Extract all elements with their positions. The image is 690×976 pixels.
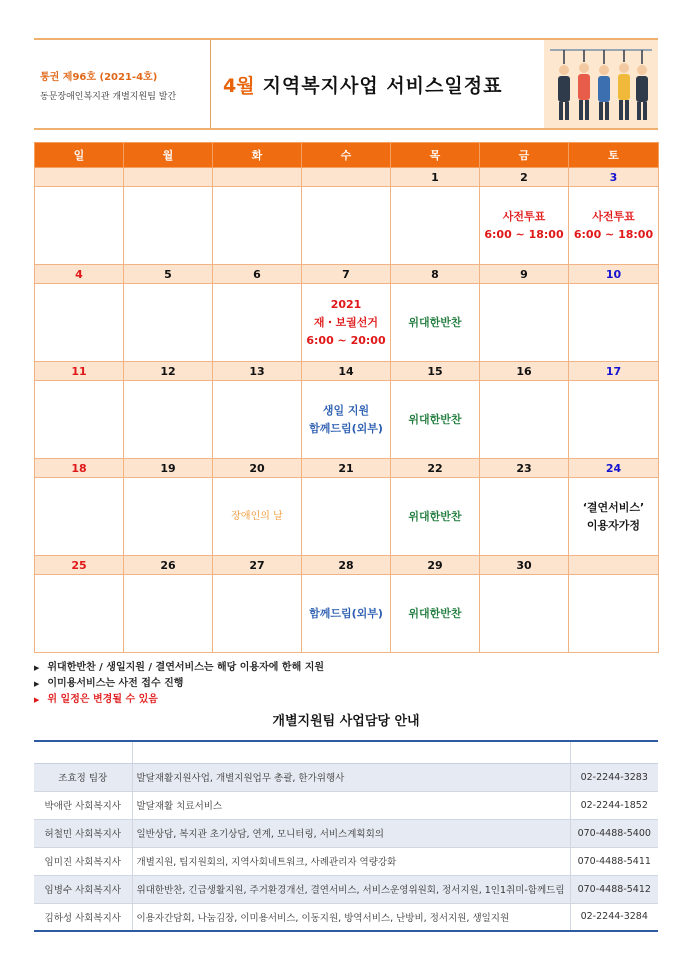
staff-name: 허철민 사회복지사 <box>34 819 132 847</box>
issue-block <box>34 40 211 128</box>
date-number: 4 <box>35 265 124 284</box>
day-cell <box>569 284 659 362</box>
events-row <box>35 575 659 653</box>
event-text: 함께드림(외부) <box>309 606 383 620</box>
note-text: 이미용서비스는 사전 접수 진행 <box>47 678 184 689</box>
date-number: 23 <box>480 459 569 478</box>
date-row <box>35 362 659 381</box>
date-number: 11 <box>35 362 124 381</box>
day-cell <box>35 284 124 362</box>
day-cell <box>569 187 659 265</box>
day-cell <box>391 381 480 459</box>
page-title <box>211 40 544 128</box>
staff-duties: 개별지원, 팀지원회의, 지역사회네트워크, 사례관리자 역량강화 <box>132 847 570 875</box>
staff-table <box>34 740 658 932</box>
day-cell <box>391 478 480 556</box>
date-number: 2 <box>480 168 569 187</box>
event-text: 6:00 ~ 18:00 <box>484 227 564 241</box>
date-number: 5 <box>124 265 213 284</box>
staff-name: 임미진 사회복지사 <box>34 847 132 875</box>
event-text: 위대한반찬 <box>408 315 462 329</box>
event-text: 재・보궐선거 <box>313 315 379 329</box>
date-number: 3 <box>569 168 659 187</box>
date-number: 12 <box>124 362 213 381</box>
day-cell <box>480 284 569 362</box>
date-number: 7 <box>302 265 391 284</box>
staff-row <box>34 847 658 875</box>
title-month: 4월 <box>223 74 255 97</box>
weekday-fri: 금 <box>480 143 569 168</box>
events-row <box>35 187 659 265</box>
note-text: 위대한반찬 / 생일지원 / 결연서비스는 해당 이용자에 한해 지원 <box>47 662 325 673</box>
day-cell <box>124 478 213 556</box>
date-number <box>35 168 124 187</box>
note-text: 위 일정은 변경될 수 있음 <box>47 694 158 705</box>
weekday-wed: 수 <box>302 143 391 168</box>
day-cell <box>569 575 659 653</box>
page-header <box>34 38 658 130</box>
date-number: 30 <box>480 556 569 575</box>
day-cell <box>213 187 302 265</box>
date-number: 29 <box>391 556 480 575</box>
event-text: 6:00 ~ 20:00 <box>306 333 386 347</box>
issue-number: 통권 제96호 (2021-4호) <box>40 72 158 83</box>
date-number: 24 <box>569 459 659 478</box>
staff-phone: 070-4488-5400 <box>570 819 658 847</box>
date-number <box>569 556 659 575</box>
day-cell <box>302 478 391 556</box>
event-text: 이용자가정 <box>586 518 641 532</box>
event-text: 위대한반찬 <box>408 412 462 426</box>
date-number: 22 <box>391 459 480 478</box>
staff-name: 김하성 사회복지사 <box>34 903 132 931</box>
staff-phone: 02-2244-1852 <box>570 791 658 819</box>
day-cell <box>124 575 213 653</box>
date-number: 8 <box>391 265 480 284</box>
date-row <box>35 168 659 187</box>
event-text: 장애인의 날 <box>231 510 283 522</box>
date-number: 18 <box>35 459 124 478</box>
day-cell <box>35 381 124 459</box>
staff-row <box>34 875 658 903</box>
day-cell <box>480 381 569 459</box>
date-number: 14 <box>302 362 391 381</box>
day-cell <box>35 575 124 653</box>
staff-name: 박애란 사회복지사 <box>34 791 132 819</box>
triangle-bullet-icon: ▶ <box>34 680 40 688</box>
event-text: 위대한반찬 <box>408 606 462 620</box>
staff-name: 조효정 팀장 <box>34 763 132 791</box>
weekday-sat: 토 <box>569 143 659 168</box>
events-row <box>35 478 659 556</box>
staff-name: 임병수 사회복지사 <box>34 875 132 903</box>
day-cell <box>124 187 213 265</box>
event-text: 함께드림(외부) <box>309 421 383 435</box>
staff-duties: 발달재활 치료서비스 <box>132 791 570 819</box>
day-cell <box>302 187 391 265</box>
day-cell <box>480 187 569 265</box>
date-number: 20 <box>213 459 302 478</box>
triangle-bullet-icon: ▶ <box>34 664 40 672</box>
staff-duties: 이용자간담회, 나눔김장, 이미용서비스, 이동지원, 방역서비스, 난방비, 정서지원, 생일지원 <box>132 903 570 931</box>
day-cell <box>302 575 391 653</box>
staff-row <box>34 903 658 931</box>
note-item <box>34 676 658 692</box>
monthly-calendar <box>34 142 659 653</box>
weekday-mon: 월 <box>124 143 213 168</box>
staff-duties: 발달재활지원사업, 개별지원업무 총괄, 한가위행사 <box>132 763 570 791</box>
staff-header-row <box>34 741 658 763</box>
staff-duties: 일반상담, 복지관 초기상담, 연계, 모니터링, 서비스계획회의 <box>132 819 570 847</box>
title-text: 지역복지사업 서비스일정표 <box>262 74 503 97</box>
date-number: 17 <box>569 362 659 381</box>
publisher: 동문장애인복지관 개별지원팀 발간 <box>40 92 177 102</box>
date-number: 25 <box>35 556 124 575</box>
day-cell <box>213 575 302 653</box>
date-number: 13 <box>213 362 302 381</box>
day-cell <box>35 187 124 265</box>
events-row <box>35 381 659 459</box>
staff-row <box>34 791 658 819</box>
event-text: 2021 <box>330 297 362 311</box>
date-number: 21 <box>302 459 391 478</box>
note-item-warning <box>34 692 658 708</box>
note-item <box>34 660 658 676</box>
staff-duties: 위대한반찬, 긴급생활지원, 주거환경개선, 결연서비스, 서비스운영위원회, 정서지원, 1인1취미-함께드림 <box>132 875 570 903</box>
staff-section-title: 개별지원팀 사업담당 안내 <box>272 714 420 729</box>
day-cell <box>391 284 480 362</box>
event-text: 사전투표 <box>502 209 546 223</box>
weekday-tue: 화 <box>213 143 302 168</box>
event-text: 6:00 ~ 18:00 <box>573 227 654 241</box>
staff-phone: 070-4488-5411 <box>570 847 658 875</box>
date-number: 10 <box>569 265 659 284</box>
event-text: 위대한반찬 <box>408 509 462 523</box>
day-cell <box>35 478 124 556</box>
event-text: ‘결연서비스’ <box>582 500 645 514</box>
day-cell <box>480 478 569 556</box>
day-cell <box>391 187 480 265</box>
day-cell <box>302 284 391 362</box>
date-number: 9 <box>480 265 569 284</box>
day-cell <box>302 381 391 459</box>
date-number: 1 <box>391 168 480 187</box>
date-number: 27 <box>213 556 302 575</box>
date-number: 19 <box>124 459 213 478</box>
day-cell <box>480 575 569 653</box>
weekday-thu: 목 <box>391 143 480 168</box>
day-cell <box>213 284 302 362</box>
date-number: 26 <box>124 556 213 575</box>
event-text: 생일 지원 <box>322 403 370 417</box>
date-number <box>302 168 391 187</box>
weekday-sun: 일 <box>35 143 124 168</box>
weekday-header <box>35 143 659 168</box>
day-cell <box>124 381 213 459</box>
triangle-bullet-icon: ▶ <box>34 696 40 704</box>
day-cell <box>213 478 302 556</box>
day-cell <box>124 284 213 362</box>
date-number <box>124 168 213 187</box>
events-row <box>35 284 659 362</box>
people-illustration <box>544 40 658 128</box>
date-row <box>35 556 659 575</box>
day-cell <box>391 575 480 653</box>
staff-row <box>34 819 658 847</box>
day-cell <box>569 478 659 556</box>
date-number: 6 <box>213 265 302 284</box>
date-number: 28 <box>302 556 391 575</box>
staff-phone: 070-4488-5412 <box>570 875 658 903</box>
date-row <box>35 265 659 284</box>
notes <box>34 660 658 708</box>
date-number: 16 <box>480 362 569 381</box>
day-cell <box>213 381 302 459</box>
date-number <box>213 168 302 187</box>
event-text: 사전투표 <box>592 209 635 223</box>
staff-phone: 02-2244-3284 <box>570 903 658 931</box>
date-row <box>35 459 659 478</box>
day-cell <box>569 381 659 459</box>
date-number: 15 <box>391 362 480 381</box>
staff-row <box>34 763 658 791</box>
staff-phone: 02-2244-3283 <box>570 763 658 791</box>
